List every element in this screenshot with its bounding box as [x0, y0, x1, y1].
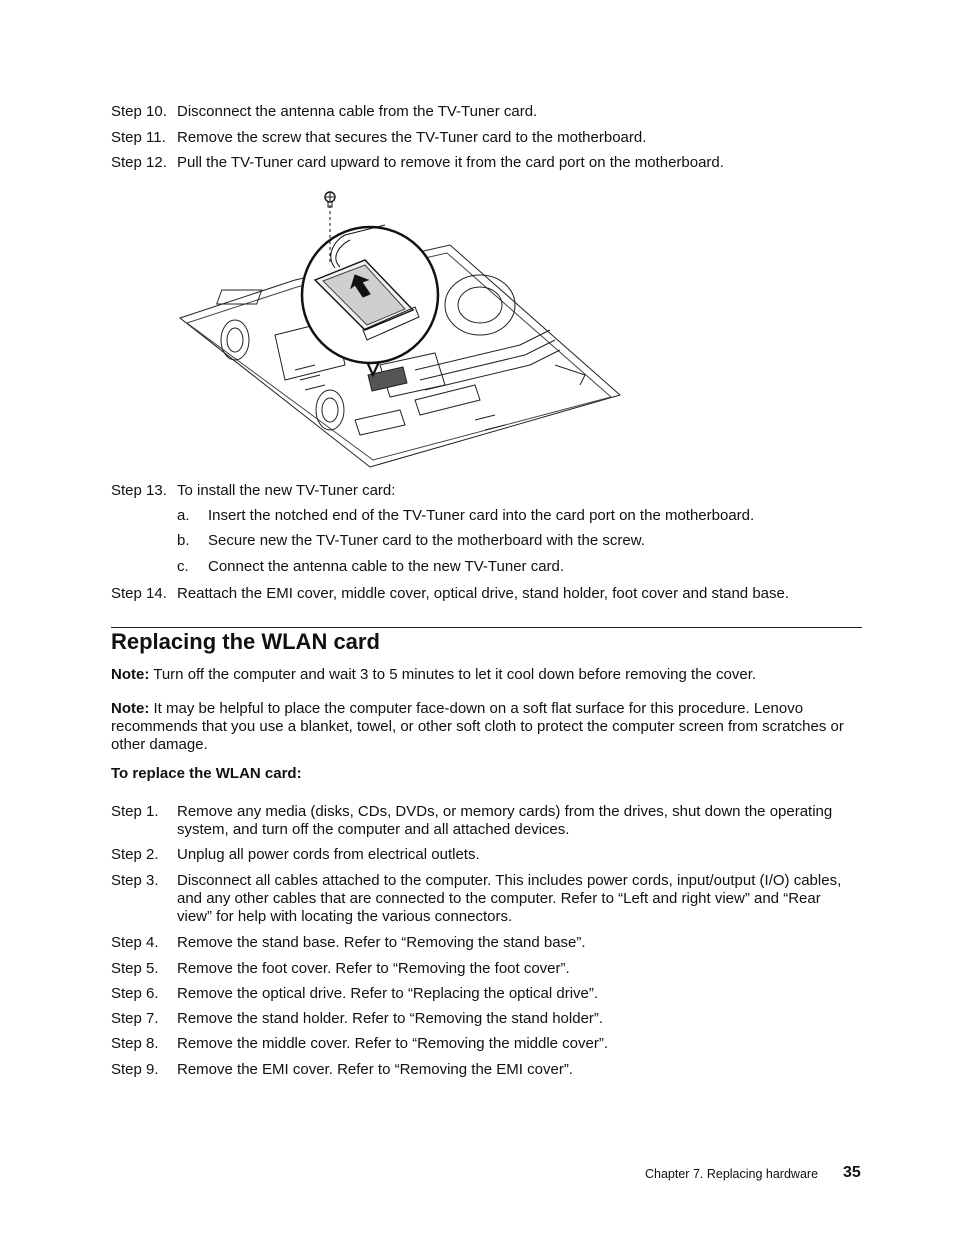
substep-text: Connect the antenna cable to the new TV-Tuner card.	[208, 558, 565, 575]
page-number: 35	[843, 1164, 861, 1181]
step-label: Step 3.	[111, 872, 159, 889]
step-text: Remove the optical drive. Refer to “Replacing the optical drive”.	[177, 985, 599, 1002]
step-label: Step 5.	[111, 960, 159, 977]
note-label: Note:	[111, 666, 150, 683]
footer-chapter: Chapter 7. Replacing hardware	[645, 1167, 819, 1181]
tv-tuner-removal-illustration	[175, 185, 625, 470]
step-text: Remove the stand holder. Refer to “Removing the stand holder”.	[177, 1010, 604, 1027]
step-label: Step 12.	[111, 154, 167, 171]
step-text: Remove the foot cover. Refer to “Removing the foot cover”.	[177, 960, 570, 977]
step-text: Disconnect all cables attached to the computer. This includes power cords, input/output (I/O) cables, and any other cables that are connected to the computer. Refer to “Left and right view” and “Rear view” for help with locating the various connectors.	[177, 872, 842, 925]
step-text: Remove the middle cover. Refer to “Removing the middle cover”.	[177, 1035, 609, 1052]
step-text: Remove the screw that secures the TV-Tuner card to the motherboard.	[177, 129, 647, 146]
step-label: Step 11.	[111, 129, 166, 146]
step-label: Step 13.	[111, 482, 167, 499]
step-text: To install the new TV-Tuner card:	[177, 482, 396, 499]
step-label: Step 14.	[111, 585, 167, 602]
note-text: Turn off the computer and wait 3 to 5 minutes to let it cool down before removing the cover.	[153, 666, 757, 683]
step-text: Unplug all power cords from electrical outlets.	[177, 846, 480, 863]
step-label: Step 4.	[111, 934, 159, 951]
step-text: Pull the TV-Tuner card upward to remove it from the card port on the motherboard.	[177, 154, 724, 171]
note-label: Note:	[111, 700, 150, 717]
substep-text: Insert the notched end of the TV-Tuner card into the card port on the motherboard.	[208, 507, 755, 524]
step-label: Step 8.	[111, 1035, 159, 1052]
step-text: Remove the stand base. Refer to “Removing the stand base”.	[177, 934, 586, 951]
step-label: Step 9.	[111, 1061, 159, 1078]
step-label: Step 6.	[111, 985, 159, 1002]
step-text: Remove any media (disks, CDs, DVDs, or memory cards) from the drives, shut down the operating system, and turn off the computer and all attached devices.	[177, 803, 833, 838]
note-text: It may be helpful to place the computer face-down on a soft flat surface for this procedure. Lenovo recommends that you use a blanket, towel, or other soft cloth to protect the computer screen from scratches or other damage.	[111, 700, 844, 753]
note-face-down	[111, 700, 863, 754]
substep-text: Secure new the TV-Tuner card to the motherboard with the screw.	[208, 532, 645, 549]
step-text: Remove the EMI cover. Refer to “Removing the EMI cover”.	[177, 1061, 573, 1078]
step-text: Disconnect the antenna cable from the TV-Tuner card.	[177, 103, 538, 120]
procedure-heading: To replace the WLAN card:	[111, 765, 302, 782]
note-cooldown	[111, 666, 863, 684]
step-text: Reattach the EMI cover, middle cover, optical drive, stand holder, foot cover and stand base.	[177, 585, 790, 602]
step-label: Step 2.	[111, 846, 159, 863]
step-label: Step 7.	[111, 1010, 159, 1027]
substep-label: b.	[177, 532, 190, 549]
substep-label: c.	[177, 558, 189, 575]
step-label: Step 10.	[111, 103, 167, 120]
step-label: Step 1.	[111, 803, 159, 820]
substep-label: a.	[177, 507, 190, 524]
section-title: Replacing the WLAN card	[111, 629, 380, 654]
